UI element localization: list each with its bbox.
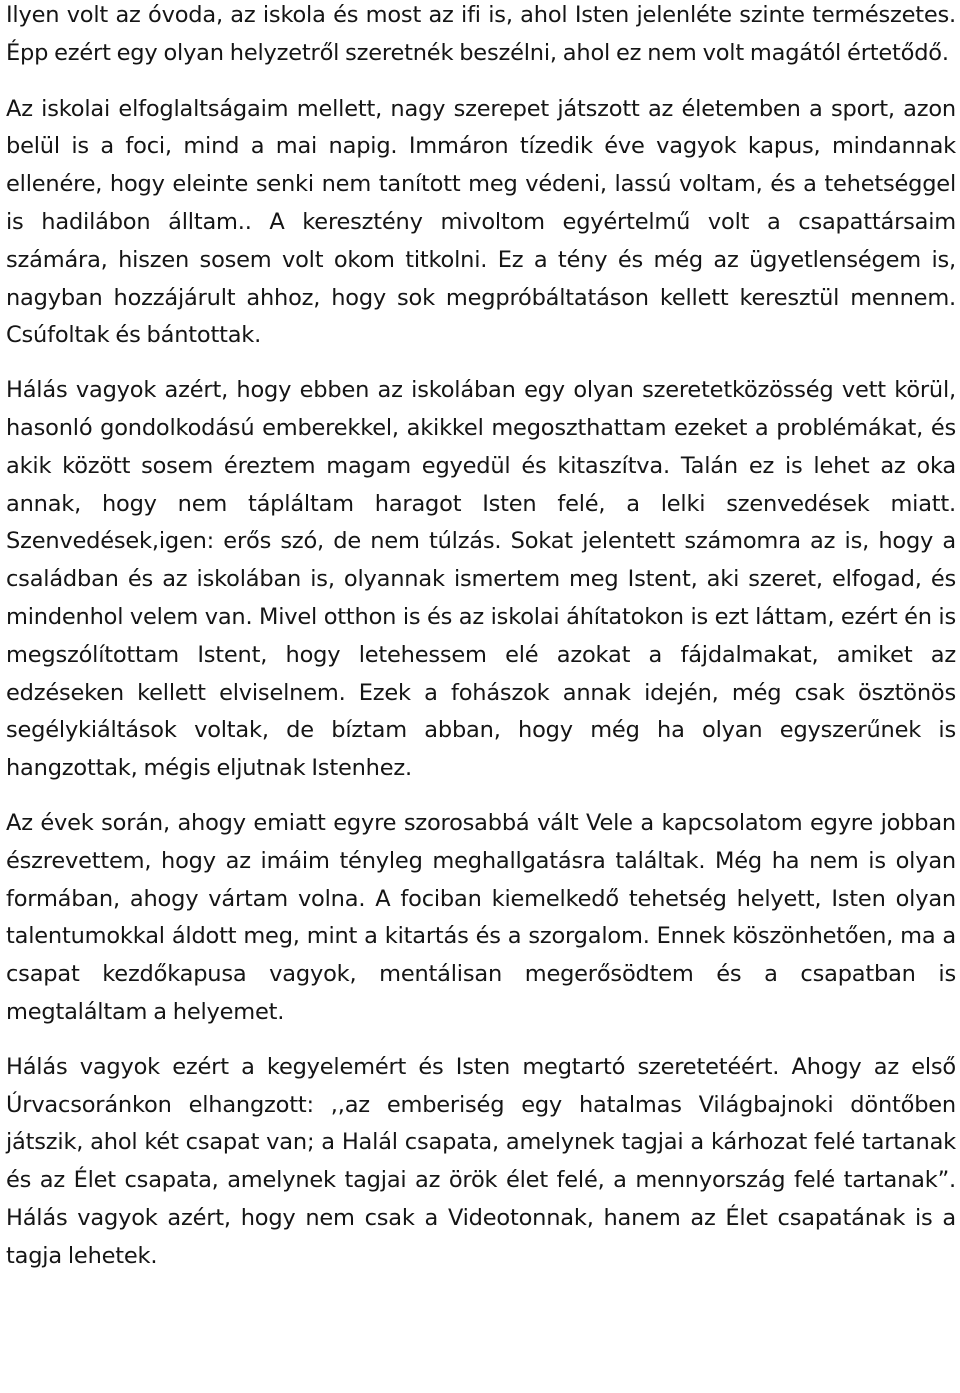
paragraph-sport-football: Az iskolai elfoglaltságaim mellett, nagy szerepet játszott az életemben a sport, azon belül is a foci, mind a mai napig. Immáron tízedik éve vagyok kapus, mindannak ellenére, hogy eleinte senki nem tanított meg védeni, lassú voltam, és a tehetséggel is hadilábon álltam.. A keresztény mivoltom egyértelmű volt a csapattársaim számára, hiszen sosem volt okom titkolni. Ez a tény és még az ügyetlenségem is, nagyban hozzájárult ahhoz, hogy sok megpróbáltatáson kellett keresztül mennem. Csúfoltak és bántottak. — [6, 95, 956, 349]
paragraph-gratitude-community: Hálás vagyok azért, hogy ebben az iskolában egy olyan szeretetközösség vett körül, hasonló gondolkodású emberekkel, akikkel megoszthattam ezeket a problémákat, és akik között sosem éreztem magam egyedül és kitaszítva. Talán ez is lehet az oka annak, hogy nem tápláltam haragot Isten felé, a lelki szenvedések miatt. Szenvedések,igen: erős szó, de nem túlzás. Sokat jelentett számomra az is, hogy a családban és az iskolában is, olyannak ismertem meg Istent, aki szeret, elfogad, és mindenhol velem van. Mivel otthon is és az iskolai áhítatokon is ezt láttam, ezért én is megszólítottam Istent, hogy letehessem elé azokat a fájdalmakat, amiket az edzéseken kellett elviselnem. Ezek a fohászok annak idején, még csak ösztönös segélykiáltások voltak, de bíztam abban, hogy még ha olyan egyszerűnek is hangzottak, mégis eljutnak Istenhez. — [6, 377, 956, 782]
paragraph-prayers-answered: Az évek során, ahogy emiatt egyre szorosabbá vált Vele a kapcsolatom egyre jobban észrevettem, hogy az imáim tényleg meghallgatásra találtak. Még ha nem is olyan formában, ahogy vártam volna. A fociban kiemelkedő tehetség helyett, Isten olyan talentumokkal áldott meg, mint a kitartás és a szorgalom. Ennek köszönhetően, ma a csapat kezdőkapusa vagyok, mentálisan megerősödtem és a csapatban is megtaláltam a helyemet. — [6, 809, 956, 1025]
paragraph-team-of-life: Hálás vagyok ezért a kegyelemért és Isten megtartó szeretetéért. Ahogy az első Úrvacsoránkon elhangzott: ,,az emberiség egy hatalmas Világbajnoki döntőben játszik, ahol két csapat van; a Halál csapata, amelynek tagjai a kárhozat felé tartanak és az Élet csapata, amelynek tagjai az örök élet felé, a mennyország felé tartanak”. Hálás vagyok azért, hogy nem csak a Videotonnak, hanem az Élet csapatának is a tagja lehetek. — [6, 1053, 956, 1269]
paragraph-kindergarten-school: Ilyen volt az óvoda, az iskola és most az ifi is, ahol Isten jelenléte szinte természetes. Épp ezért egy olyan helyzetről szeretnék beszélni, ahol ez nem volt magától értetődő. — [6, 2, 956, 66]
